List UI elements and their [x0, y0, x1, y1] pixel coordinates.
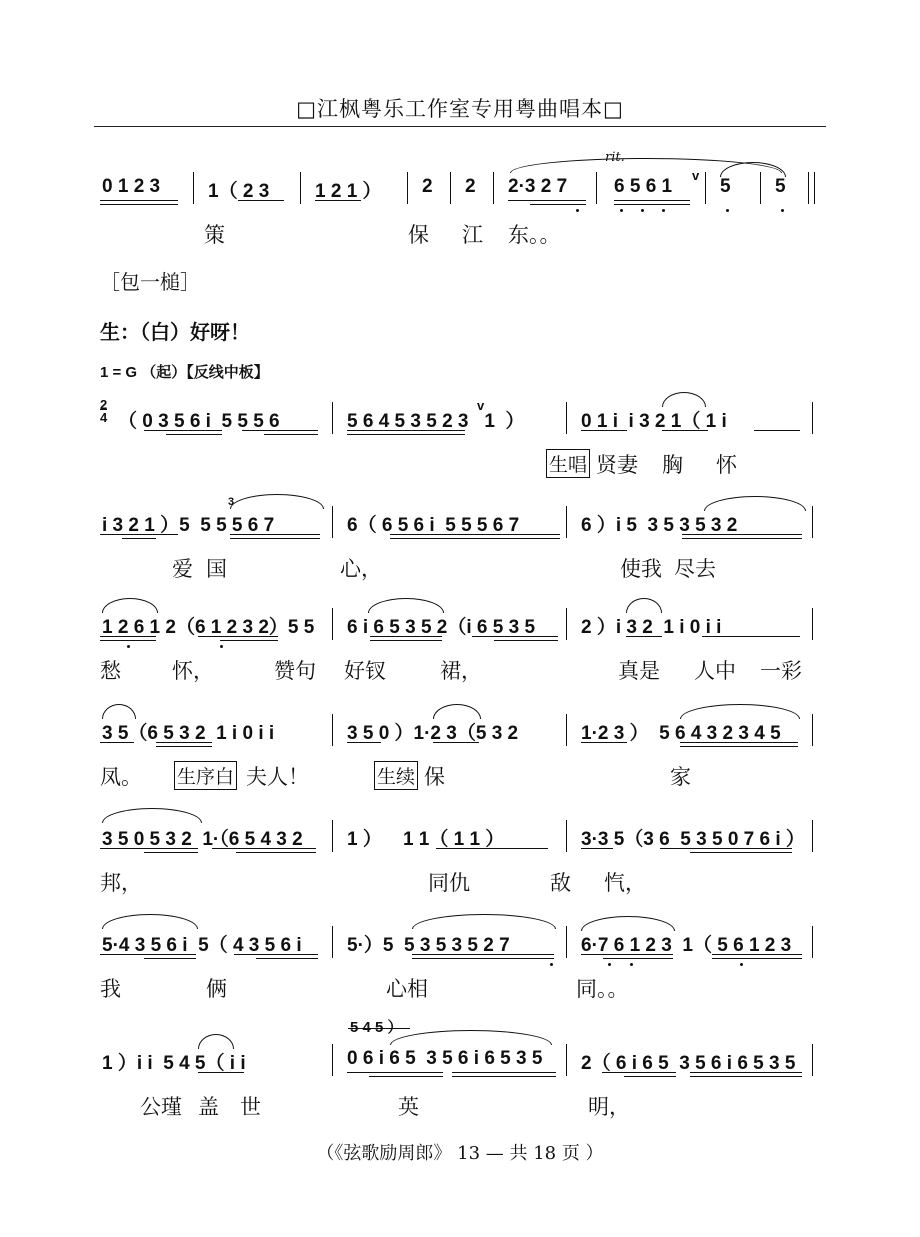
slur	[626, 598, 662, 613]
underline	[682, 538, 802, 539]
underline	[315, 200, 361, 201]
underline	[122, 538, 156, 539]
lyric: 人中	[694, 659, 736, 683]
lyric: 英	[398, 1095, 419, 1119]
barline	[566, 402, 567, 434]
lyric: 凤。	[100, 765, 142, 789]
underline	[614, 200, 690, 201]
lyric: 敌	[550, 871, 571, 895]
underline	[581, 954, 673, 955]
lyric: 愁	[100, 659, 121, 683]
underline	[754, 430, 800, 431]
underline	[680, 742, 798, 743]
underline	[660, 848, 792, 849]
lyrics-row-0	[100, 219, 820, 249]
underline	[370, 636, 442, 637]
lyric: 裙，	[440, 659, 482, 683]
lyric: 国	[206, 557, 227, 581]
barline	[332, 608, 333, 640]
measure: 1 2 6 1 2（6 1 2 3 2）5 5	[102, 617, 315, 638]
underline	[242, 430, 318, 431]
underline	[390, 534, 560, 535]
lyric: 爱	[172, 557, 193, 581]
underline	[212, 848, 316, 849]
barline	[332, 1044, 333, 1076]
underline	[144, 958, 196, 959]
barline	[300, 172, 301, 204]
underline	[690, 1072, 802, 1073]
underline	[712, 958, 802, 959]
lyric: 盖	[198, 1095, 219, 1119]
underline	[436, 848, 548, 849]
measure: 5·）5 5 3 5 3 5 2 7	[347, 935, 510, 956]
measure: 5	[720, 176, 731, 197]
slur	[412, 914, 556, 929]
header-rule	[94, 126, 826, 127]
slur	[102, 914, 198, 929]
lyric: 好钗	[344, 659, 386, 683]
lyric: 家	[670, 765, 691, 789]
measure: 5	[775, 176, 786, 197]
barline	[193, 172, 194, 204]
slur	[102, 598, 158, 613]
measure: 6 ）i 5 3 5 3 5 3 2	[581, 515, 738, 536]
barline	[566, 926, 567, 958]
lyrics-row-7	[100, 1091, 820, 1121]
measure: 3·3 5（3 6 5 3 5 0 7 6 i ）	[581, 829, 805, 850]
score-row-6	[100, 930, 815, 960]
role-label: 生序白	[174, 761, 237, 790]
octave-dot	[127, 645, 130, 648]
octave-dot	[576, 209, 579, 212]
measure: 5 6 4 5 3 5 2 3 1 ）	[347, 411, 525, 432]
octave-dot	[726, 209, 729, 212]
underline	[100, 204, 178, 205]
underline	[369, 1076, 443, 1077]
underline	[702, 636, 800, 637]
lyric: 明，	[588, 1095, 630, 1119]
grace-note: 3	[228, 496, 235, 508]
barline	[332, 926, 333, 958]
barline	[812, 820, 813, 852]
lyrics-row-2	[100, 553, 820, 583]
underline	[347, 742, 381, 743]
lyric: 俩	[206, 977, 227, 1001]
measure: 1 ） 1 1（ 1 1 ）	[347, 829, 505, 850]
underline	[100, 534, 178, 535]
barline	[332, 402, 333, 434]
underline	[156, 746, 212, 747]
barline	[812, 608, 813, 640]
dialogue-line: 生：（白）好呀！	[100, 320, 250, 344]
underline	[256, 958, 318, 959]
underline	[198, 1072, 244, 1073]
lyric: 策	[204, 223, 225, 247]
underline	[581, 742, 627, 743]
time-signature: 2 4	[100, 397, 108, 425]
barline	[332, 714, 333, 746]
measure: （ 0 3 5 6 i 5 5 5 6	[118, 411, 280, 432]
underline	[100, 954, 196, 955]
page-footer: （《弦歌励周郎》 13 — 共 18 页 ）	[316, 1143, 604, 1164]
underline	[603, 958, 673, 959]
score-row-1	[100, 397, 815, 436]
octave-dot	[641, 209, 644, 212]
measure: 1（ 2 3	[208, 181, 270, 202]
underline	[100, 636, 156, 637]
measure: 6（ 6 5 6 i 5 5 5 6 7	[347, 515, 520, 536]
barline	[705, 172, 706, 204]
measure: 2	[422, 176, 433, 197]
slur	[704, 496, 806, 511]
underline	[230, 534, 320, 535]
measure: 3 5 0 ）1·2 3（5 3 2	[347, 723, 519, 744]
breath-mark: v	[692, 168, 700, 183]
underline	[508, 200, 586, 201]
underline	[198, 636, 278, 637]
underline	[412, 954, 554, 955]
slur	[102, 808, 202, 823]
lyric: 保	[424, 765, 445, 789]
score-row-2	[100, 496, 815, 540]
lyric: 忾，	[604, 871, 646, 895]
underline	[712, 954, 802, 955]
slur	[581, 916, 675, 931]
overline-note: 5 4 5 ）	[350, 1019, 403, 1036]
lyric: 怀，	[172, 659, 214, 683]
octave-dot	[220, 645, 223, 648]
barline	[812, 402, 813, 434]
underline	[100, 742, 134, 743]
barline	[332, 820, 333, 852]
underline	[390, 538, 560, 539]
underline	[452, 1076, 556, 1077]
lyric: 胸	[662, 453, 683, 477]
barline	[566, 1044, 567, 1076]
underline	[412, 958, 554, 959]
overline	[348, 1028, 410, 1029]
lyrics-row-5	[100, 867, 820, 897]
final-barline	[814, 172, 815, 204]
underline	[472, 636, 558, 637]
octave-dot	[608, 963, 611, 966]
underline	[236, 852, 316, 853]
measure: i 3 2 1 ）5 5 5 5 6 7	[102, 515, 275, 536]
underline	[370, 640, 442, 641]
underline	[100, 200, 178, 201]
slur	[230, 494, 324, 509]
barline	[332, 506, 333, 538]
score-row-4	[100, 718, 815, 748]
page-header: □江枫粤乐工作室专用粤曲唱本□	[296, 97, 624, 121]
underline	[144, 430, 222, 431]
barline	[566, 714, 567, 746]
slur	[662, 392, 706, 407]
underline	[347, 1072, 443, 1073]
barline	[566, 820, 567, 852]
underline	[662, 430, 708, 431]
underline	[690, 1076, 802, 1077]
underline	[220, 640, 278, 641]
barline	[812, 926, 813, 958]
measure: 2 ）i 3 2 1 i 0 i i	[581, 617, 722, 638]
lyric: 东。。	[508, 223, 561, 247]
measure: 6·7 6 1 2 3 1（ 5 6 1 2 3	[581, 935, 792, 956]
lyric: 真是	[618, 659, 660, 683]
lyric: 赞句	[274, 659, 316, 683]
lyrics-row-1	[100, 449, 820, 479]
lyric: 邦，	[100, 871, 142, 895]
barline	[812, 1044, 813, 1076]
score-row-7	[100, 1048, 815, 1078]
underline	[166, 434, 222, 435]
role-label: 生唱	[546, 449, 590, 478]
measure: 2（ 6 i 6 5 3 5 6 i 6 5 3 5	[581, 1053, 796, 1074]
measure: 1 ）i i 5 4 5（ i i	[102, 1053, 246, 1074]
lyrics-row-6	[100, 973, 820, 1003]
lyrics-row-3	[100, 655, 820, 685]
score-row-3	[100, 612, 815, 642]
underline	[264, 434, 318, 435]
measure: 2·3 2 7	[508, 176, 568, 197]
octave-dot	[662, 209, 665, 212]
measure: 6 i 6 5 3 5 2（i 6 5 3 5	[347, 617, 536, 638]
octave-dot	[620, 209, 623, 212]
section-label: ［包一槌］	[100, 270, 200, 294]
underline	[230, 538, 320, 539]
measure: 1·2 3 ） 5 6 4 3 2 3 4 5	[581, 723, 781, 744]
lyric: 我	[100, 977, 121, 1001]
measure: 1 2 1 ）	[315, 181, 382, 202]
underline	[690, 852, 792, 853]
underline	[682, 534, 802, 535]
underline	[452, 1072, 556, 1073]
underline	[602, 1072, 676, 1073]
slur	[102, 704, 136, 719]
measure: 0 1 2 3	[102, 176, 161, 197]
underline	[624, 1076, 676, 1077]
lyrics-row-4	[100, 761, 820, 791]
lyric: 贤妻	[596, 453, 638, 477]
score-row-0	[100, 150, 815, 206]
slur	[680, 704, 800, 719]
final-barline	[808, 172, 809, 204]
octave-dot	[550, 963, 553, 966]
underline	[347, 430, 465, 431]
lyric: 使我	[620, 557, 662, 581]
underline	[234, 954, 318, 955]
barline	[407, 172, 408, 204]
underline	[156, 742, 212, 743]
rit-mark: rit.	[605, 150, 625, 165]
lyric: 江	[462, 223, 483, 247]
lyric: 同。。	[576, 977, 629, 1001]
score-row-5	[100, 824, 815, 854]
lyric: 一彩	[760, 659, 802, 683]
barline	[812, 714, 813, 746]
lyric: 同仇	[428, 871, 470, 895]
key-signature: 1 = G （起）【反线中板】	[100, 364, 269, 381]
underline	[581, 848, 613, 849]
measure: 0 1 i i 3 2 1（ 1 i	[581, 411, 727, 432]
measure: 3 5（6 5 3 2 1 i 0 i i	[102, 723, 275, 744]
measure: 0 6 i 6 5 3 5 6 i 6 5 3 5	[347, 1048, 543, 1069]
lyric: 世	[240, 1095, 261, 1119]
role-label: 生续	[374, 761, 418, 790]
breath-mark: v	[477, 398, 485, 413]
octave-dot	[630, 963, 633, 966]
octave-dot	[740, 963, 743, 966]
underline	[530, 204, 586, 205]
measure: 6 5 6 1	[614, 176, 673, 197]
slur	[368, 598, 444, 613]
lyric: 保	[408, 223, 429, 247]
underline	[614, 204, 690, 205]
lyric: 心相	[386, 977, 428, 1001]
barline	[493, 172, 494, 204]
measure: 2	[465, 176, 476, 197]
underline	[626, 636, 662, 637]
underline	[144, 852, 198, 853]
measure: 5·4 3 5 6 i 5（ 4 3 5 6 i	[102, 935, 302, 956]
lyric: 怀	[716, 453, 737, 477]
barline	[450, 172, 451, 204]
underline	[494, 640, 558, 641]
lyric: 尽去	[674, 557, 716, 581]
lyric: 公瑾	[140, 1095, 182, 1119]
lyric: 心，	[340, 557, 382, 581]
barline	[566, 608, 567, 640]
octave-dot	[781, 209, 784, 212]
underline	[100, 848, 198, 849]
underline	[347, 434, 465, 435]
barline	[596, 172, 597, 204]
underline	[238, 200, 284, 201]
barline	[566, 506, 567, 538]
underline	[680, 746, 798, 747]
slur	[198, 1034, 234, 1049]
underline	[100, 640, 156, 641]
underline	[433, 742, 479, 743]
barline	[812, 506, 813, 538]
slur	[390, 1030, 552, 1045]
lyric: 夫人！	[246, 765, 309, 789]
slur	[433, 704, 481, 719]
underline	[581, 430, 627, 431]
measure: 3 5 0 5 3 2 1·（6 5 4 3 2	[102, 829, 303, 850]
